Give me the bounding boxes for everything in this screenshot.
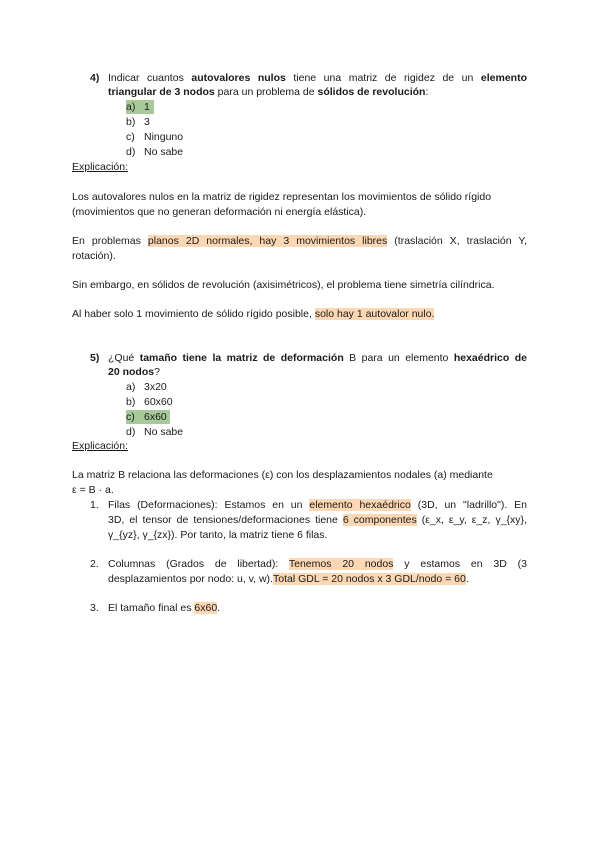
explanation-paragraph-1-line-2: (movimientos que no generan deformación ni energía elástica). xyxy=(72,206,367,218)
question-text-line-1: Indicar cuantos autovalores nulos tiene una matriz de rigidez de un elemento xyxy=(108,72,527,84)
question-number: 5) xyxy=(90,352,100,364)
explanation-intro-line-1: La matriz B relaciona las deformaciones (ε) con los desplazamientos nodales (a) mediante xyxy=(72,469,493,481)
question-number: 4) xyxy=(90,72,100,84)
list-item-number: 1. xyxy=(90,499,99,511)
option-c: c) Ninguno xyxy=(126,131,184,143)
question-text-line-1: ¿Qué tamaño tiene la matriz de deformación B para un elemento hexaédrico de xyxy=(108,352,527,364)
list-item-2-line-2: desplazamientos por nodo: u, v, w).Total GDL = 20 nodos x 3 GDL/nodo = 60. xyxy=(108,573,469,585)
list-item-1-line-1: Filas (Deformaciones): Estamos en un elemento hexaédrico (3D, un "ladrillo"). En xyxy=(108,499,527,511)
explanation-paragraph-2-line-2: rotación). xyxy=(72,250,116,262)
option-b: b) 60x60 xyxy=(126,396,173,408)
option-a: a) 3x20 xyxy=(126,381,167,393)
list-item-number: 3. xyxy=(90,602,99,614)
question-text-line-2: 20 nodos? xyxy=(108,366,160,378)
explanation-intro-line-2: ε = B · a. xyxy=(72,484,114,496)
option-a-correct: a) 1 xyxy=(126,100,154,114)
list-item-2-line-1: Columnas (Grados de libertad): Tenemos 20 nodos y estamos en 3D (3 xyxy=(108,558,527,570)
option-d: d) No sabe xyxy=(126,426,184,438)
explanation-heading: Explicación: xyxy=(72,440,129,452)
option-c-correct: c) 6x60 xyxy=(126,410,170,424)
option-d: d) No sabe xyxy=(126,146,184,158)
list-item-number: 2. xyxy=(90,558,99,570)
explanation-heading: Explicación: xyxy=(72,161,129,173)
explanation-paragraph-4: Al haber solo 1 movimiento de sólido rígido posible, solo hay 1 autovalor nulo. xyxy=(72,308,435,320)
list-item-1-line-3: γ_{yz}, γ_{zx}). Por tanto, la matriz tiene 6 filas. xyxy=(108,529,328,541)
list-item-3: El tamaño final es 6x60. xyxy=(108,602,221,614)
explanation-paragraph-3: Sin embargo, en sólidos de revolución (axisimétricos), el problema tiene simetría cilíndrica. xyxy=(72,279,495,291)
option-b: b) 3 xyxy=(126,116,150,128)
list-item-1-line-2: 3D, el tensor de tensiones/deformaciones tiene 6 componentes (ε_x, ε_y, ε_z, γ_{xy}, xyxy=(108,514,527,526)
explanation-paragraph-1-line-1: Los autovalores nulos en la matriz de rigidez representan los movimientos de sólido rígido xyxy=(72,191,492,203)
question-text-line-2: triangular de 3 nodos para un problema de sólidos de revolución: xyxy=(108,86,429,98)
explanation-paragraph-2-line-1: En problemas planos 2D normales, hay 3 movimientos libres (traslación X, traslación Y, xyxy=(72,235,528,247)
